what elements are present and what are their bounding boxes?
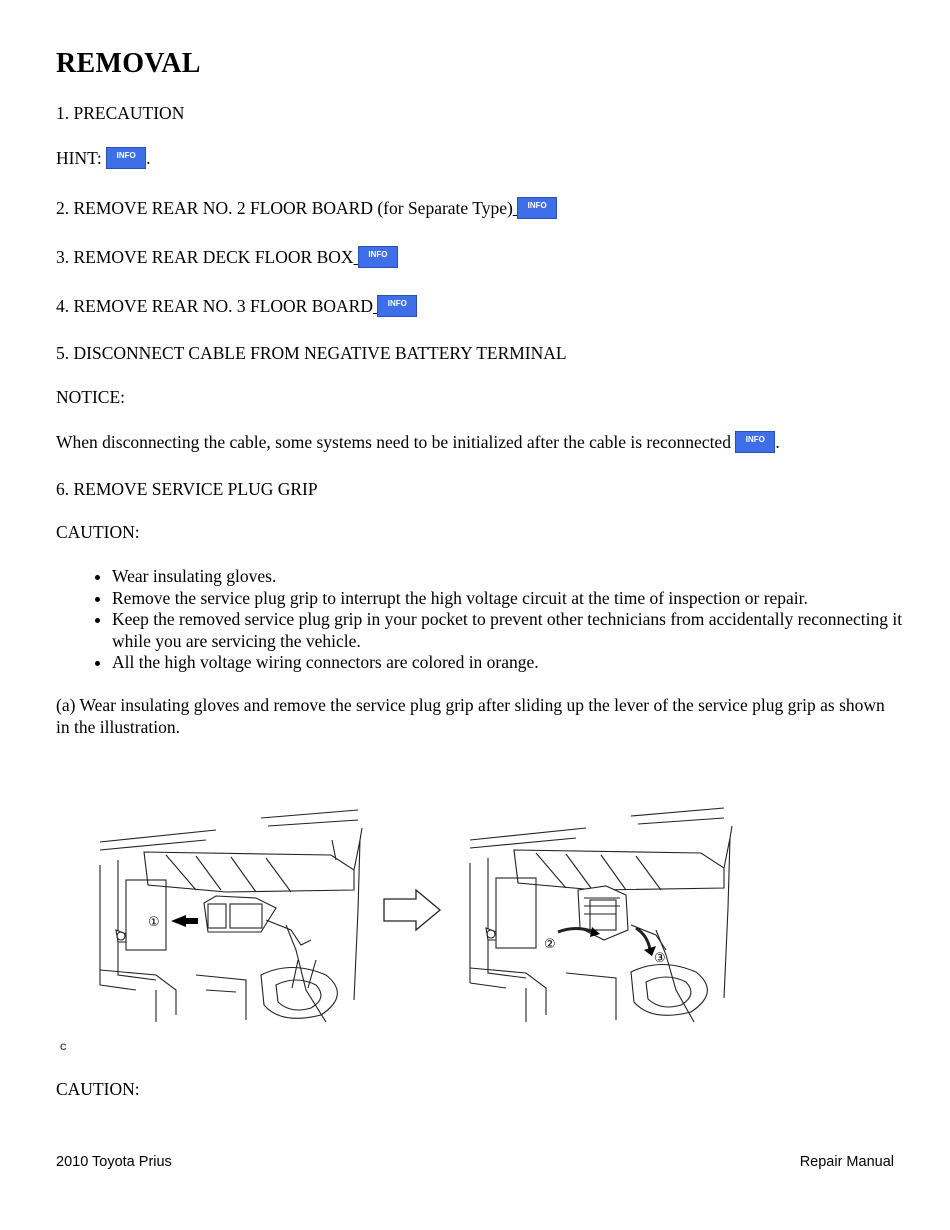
callout-2: ②	[544, 937, 556, 952]
illustration-after	[470, 808, 732, 1022]
caution-label-bottom: CAUTION:	[56, 1079, 140, 1099]
figure-code: C	[60, 1042, 67, 1052]
caution-item: • Remove the service plug grip to interrupt the high voltage circuit at the time of inspection or repair.	[112, 588, 932, 610]
caution-list	[56, 566, 932, 674]
notice-tail: .	[775, 432, 780, 452]
step-2-line	[56, 197, 557, 219]
footer-left: 2010 Toyota Prius	[56, 1154, 172, 1170]
callout-1: ①	[148, 915, 160, 930]
step-6-text: 6. REMOVE SERVICE PLUG GRIP	[56, 479, 318, 499]
step-4-line	[56, 295, 417, 317]
notice-line	[56, 431, 780, 453]
hint-label: HINT:	[56, 148, 107, 168]
caution-item: • All the high voltage wiring connectors are colored in orange.	[112, 652, 932, 674]
caution-item: • Wear insulating gloves.	[112, 566, 932, 588]
step-3-text: 3. REMOVE REAR DECK FLOOR BOX	[56, 247, 354, 267]
service-plug-illustration	[96, 800, 746, 1025]
step-1-precaution: 1. PRECAUTION	[56, 103, 185, 123]
step-2-text: 2. REMOVE REAR NO. 2 FLOOR BOARD (for Separate Type)	[56, 198, 513, 218]
caution-label: CAUTION:	[56, 522, 140, 542]
illustration-before	[100, 810, 362, 1022]
step-3-line	[56, 246, 398, 268]
info-button-notice[interactable]: INFO	[735, 431, 775, 453]
transition-arrow-icon	[384, 890, 440, 930]
info-button-hint[interactable]: INFO	[106, 147, 146, 169]
instruction-a: (a) Wear insulating gloves and remove the service plug grip after sliding up the lever of the service plug grip as shown in the illustration.	[56, 695, 885, 737]
caution-item: • Keep the removed service plug grip in your pocket to prevent other technicians from accidentally reconnecting it while you are servicing the vehicle.	[112, 609, 932, 652]
info-button-step-4[interactable]: INFO	[377, 295, 417, 317]
hint-line	[56, 147, 151, 169]
callout-3: ③	[654, 951, 666, 966]
info-button-step-2[interactable]: INFO	[517, 197, 557, 219]
footer-right: Repair Manual	[799, 1154, 894, 1170]
info-button-step-3[interactable]: INFO	[358, 246, 398, 268]
step-5-text: 5. DISCONNECT CABLE FROM NEGATIVE BATTERY TERMINAL	[56, 343, 567, 363]
page-heading: REMOVAL	[56, 48, 201, 79]
notice-text: When disconnecting the cable, some systems need to be initialized after the cable is reconnected	[56, 432, 736, 452]
notice-label: NOTICE:	[56, 387, 126, 407]
step-4-text: 4. REMOVE REAR NO. 3 FLOOR BOARD	[56, 296, 373, 316]
hint-tail: .	[146, 148, 151, 168]
